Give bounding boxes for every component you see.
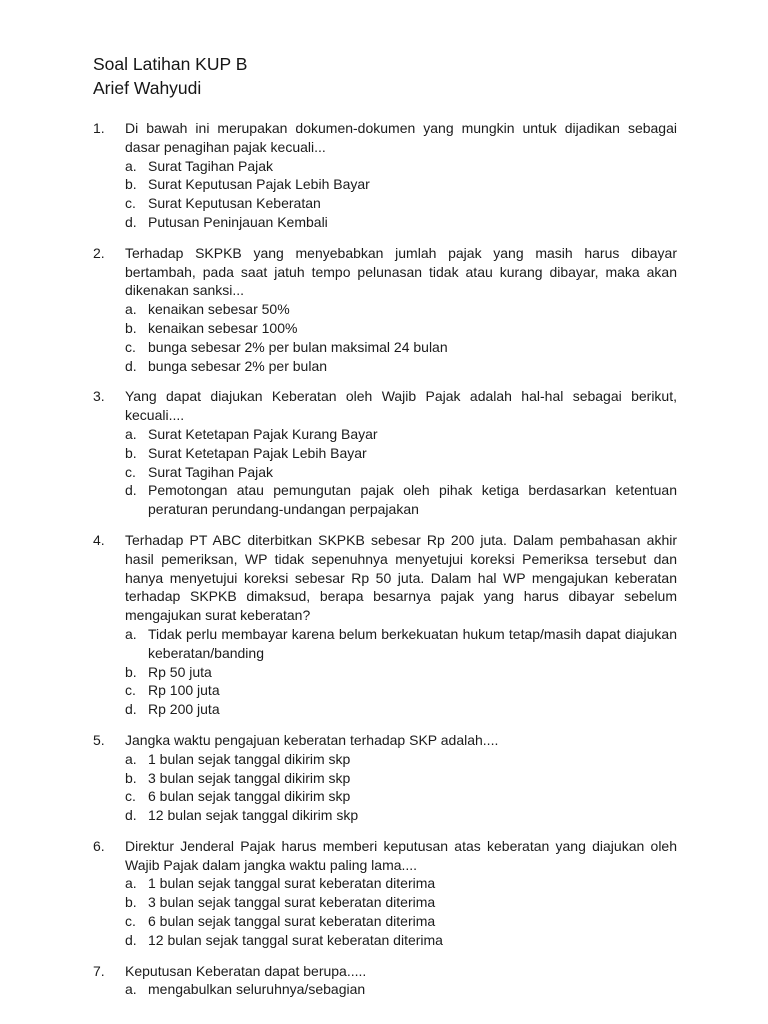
options-list [125,874,677,949]
answer-option [125,681,677,700]
option-letter: b. [125,663,137,680]
option-text: 12 bulan sejak tanggal dikirim skp [148,807,359,824]
option-letter: a. [125,301,137,318]
answer-option [125,874,677,893]
question-body [125,531,677,719]
option-letter: a. [125,981,137,998]
question-number: 1. [93,120,105,136]
option-text: 12 bulan sejak tanggal surat keberatan diterima [148,931,443,948]
options-list [125,625,677,719]
question-number: 7. [93,962,105,979]
option-text: Surat Ketetapan Pajak Lebih Bayar [148,444,367,461]
question-body [125,119,677,232]
option-text: 3 bulan sejak tanggal dikirim skp [148,769,351,786]
answer-option [125,357,677,376]
option-letter: a. [125,625,137,642]
answer-option [125,463,677,482]
answer-option [125,750,677,769]
option-letter: b. [125,769,137,786]
question-number: 6. [93,837,105,854]
option-text: Rp 50 juta [148,663,212,680]
option-letter: d. [125,931,137,948]
option-text: bunga sebesar 2% per bulan [148,357,328,374]
option-text: bunga sebesar 2% per bulan maksimal 24 bulan [148,338,448,355]
question-body [125,837,677,950]
question-text: Jangka waktu pengajuan keberatan terhadap SKP adalah.... [125,731,499,748]
answer-option [125,444,677,463]
option-text: Surat Ketetapan Pajak Kurang Bayar [148,425,378,442]
question [93,962,677,1000]
options-list [125,425,677,519]
question [93,387,677,519]
option-text: 1 bulan sejak tanggal surat keberatan diterima [148,875,436,892]
answer-option [125,980,677,999]
question-number: 5. [93,731,105,748]
option-letter: a. [125,875,137,892]
answer-option [125,912,677,931]
options-list [125,750,677,825]
question-text: Terhadap PT ABC diterbitkan SKPKB sebesar Rp 200 juta. Dalam pembahasan akhir hasil pemeriksan, WP tidak sepenuhnya menyetujui koreksi Pemeriksa tersebut dan hanya menyetujui koreksi sebesar Rp 50 juta. Dalam hal WP mengajukan keberatan terhadap SKPKB dimaksud, berapa besarnya pajak yang harus dibayar sebelum mengajukan surat keberatan? [125,531,677,624]
option-letter: b. [125,894,137,911]
option-letter: c. [125,463,136,480]
question-body [125,244,677,376]
question-body [125,962,677,1000]
answer-option [125,787,677,806]
options-list [125,300,677,375]
answer-option [125,175,677,194]
option-text: Rp 200 juta [148,701,220,718]
option-letter: d. [125,807,137,824]
answer-option [125,625,677,663]
question-number: 3. [93,388,105,405]
question-text: Terhadap SKPKB yang menyebabkan jumlah pajak yang masih harus dibayar bertambah, pada saat jatuh tempo pelunasan tidak atau kurang dibayar, maka akan dikenakan sanksi... [125,244,677,299]
answer-option [125,806,677,825]
option-text: 6 bulan sejak tanggal dikirim skp [148,788,351,805]
option-letter: b. [125,319,137,336]
question-text: Yang dapat diajukan Keberatan oleh Wajib Pajak adalah hal-hal sebagai berikut, kecuali.... [125,388,677,424]
answer-option [125,769,677,788]
question [93,731,677,825]
option-text: Surat Tagihan Pajak [148,157,274,174]
answer-option [125,300,677,319]
option-text: 6 bulan sejak tanggal surat keberatan diterima [148,913,436,930]
option-letter: b. [125,176,137,193]
document-author: Arief Wahyudi [93,78,202,98]
option-letter: a. [125,157,137,174]
document-title: Soal Latihan KUP B [93,54,248,74]
option-letter: d. [125,482,137,499]
answer-option [125,931,677,950]
answer-option [125,213,677,232]
question-text: Direktur Jenderal Pajak harus memberi keputusan atas keberatan yang diajukan oleh Wajib Pajak dalam jangka waktu paling lama.... [125,837,677,873]
option-letter: c. [125,913,136,930]
answer-option [125,481,677,519]
option-text: kenaikan sebesar 50% [148,301,290,318]
answer-option [125,157,677,176]
option-text: 1 bulan sejak tanggal dikirim skp [148,750,351,767]
option-letter: a. [125,750,137,767]
option-text: kenaikan sebesar 100% [148,319,298,336]
question [93,837,677,950]
option-text: Putusan Peninjauan Kembali [148,213,328,230]
document-header [93,52,677,100]
option-text: 3 bulan sejak tanggal surat keberatan diterima [148,894,436,911]
answer-option [125,663,677,682]
question-number: 4. [93,531,105,548]
option-letter: c. [125,788,136,805]
option-letter: c. [125,195,136,212]
option-text: Rp 100 juta [148,682,220,699]
options-list [125,157,677,232]
options-list [125,980,677,999]
question [93,244,677,376]
answer-option [125,425,677,444]
question-text: Keputusan Keberatan dapat berupa..... [125,962,367,979]
answer-option [125,319,677,338]
questions-list [93,119,677,999]
option-letter: d. [125,701,137,718]
answer-option [125,194,677,213]
option-letter: c. [125,338,136,355]
option-letter: d. [125,213,137,230]
option-letter: d. [125,357,137,374]
answer-option [125,338,677,357]
option-letter: b. [125,444,137,461]
option-letter: c. [125,682,136,699]
question [93,119,677,232]
option-text: Surat Keputusan Keberatan [148,195,321,212]
option-text: Pemotongan atau pemungutan pajak oleh pihak ketiga berdasarkan ketentuan peraturan perundang-undangan perpajakan [148,482,677,518]
answer-option [125,893,677,912]
option-letter: a. [125,425,137,442]
option-text: Surat Keputusan Pajak Lebih Bayar [148,176,370,193]
question-number: 2. [93,244,105,261]
option-text: Surat Tagihan Pajak [148,463,274,480]
question [93,531,677,719]
answer-option [125,700,677,719]
option-text: mengabulkan seluruhnya/sebagian [148,981,366,998]
question-body [125,387,677,519]
option-text: Tidak perlu membayar karena belum berkekuatan hukum tetap/masih dapat diajukan keberatan/banding [148,625,677,661]
question-body [125,731,677,825]
question-text: Di bawah ini merupakan dokumen-dokumen yang mungkin untuk dijadikan sebagai dasar penagihan pajak kecuali... [125,120,677,155]
